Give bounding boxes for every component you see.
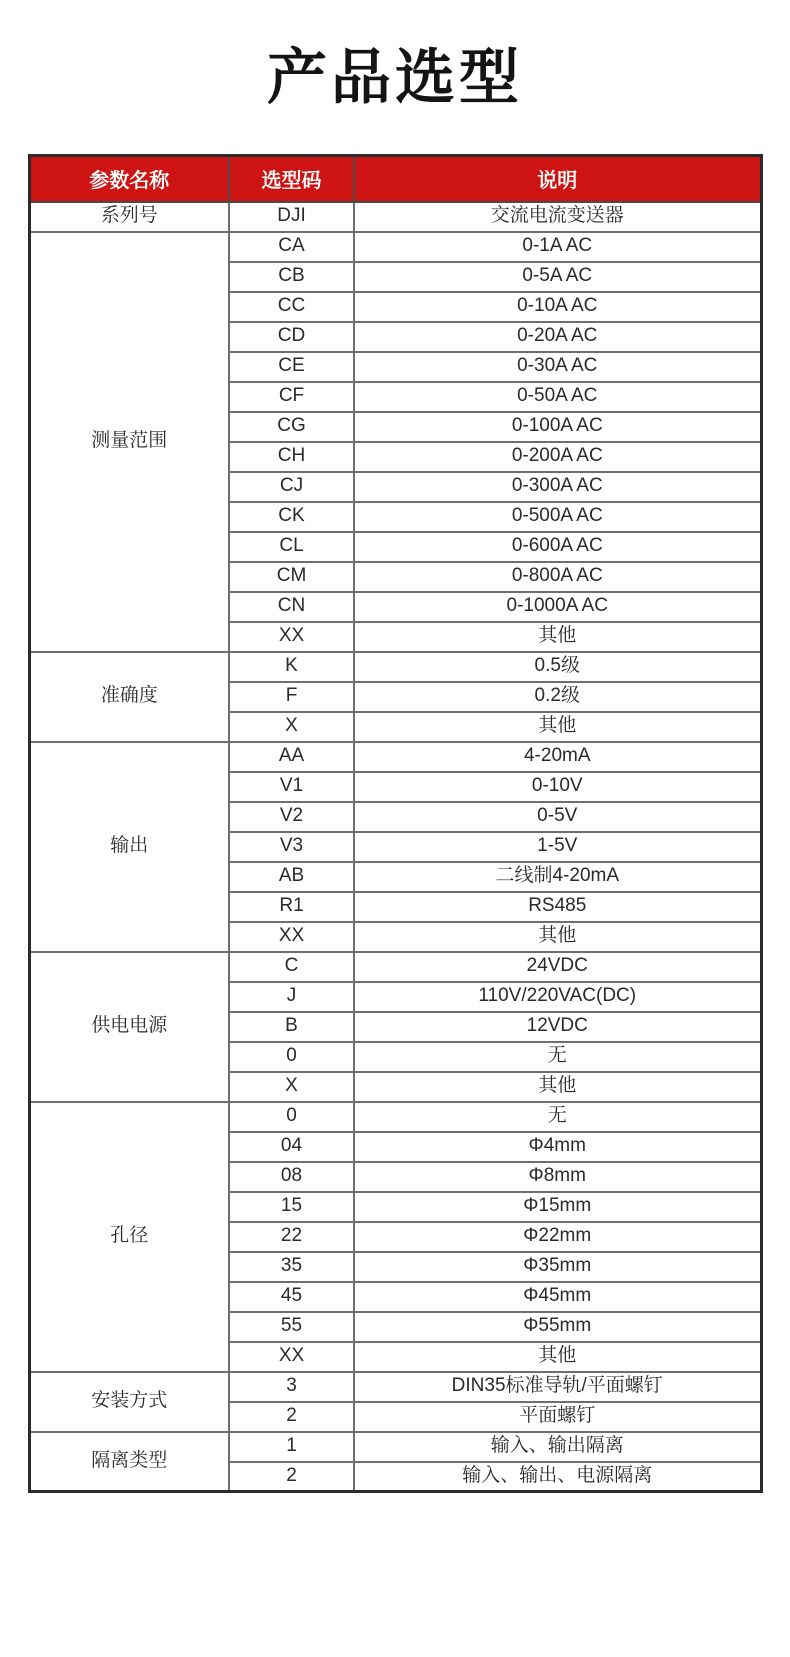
- selection-code-cell: CK: [229, 502, 354, 532]
- description-cell: RS485: [354, 892, 761, 922]
- description-cell: 输入、输出、电源隔离: [354, 1462, 761, 1492]
- selection-code-cell: V2: [229, 802, 354, 832]
- selection-code-cell: X: [229, 1072, 354, 1102]
- description-cell: 0.2级: [354, 682, 761, 712]
- selection-code-cell: 2: [229, 1462, 354, 1492]
- selection-code-cell: XX: [229, 922, 354, 952]
- header-parameter-name: 参数名称: [29, 156, 229, 202]
- selection-code-cell: CA: [229, 232, 354, 262]
- description-cell: 其他: [354, 622, 761, 652]
- description-cell: DIN35标准导轨/平面螺钉: [354, 1372, 761, 1402]
- selection-code-cell: F: [229, 682, 354, 712]
- selection-code-cell: 2: [229, 1402, 354, 1432]
- description-cell: 0-1A AC: [354, 232, 761, 262]
- selection-code-cell: 55: [229, 1312, 354, 1342]
- parameter-group-cell: 测量范围: [29, 232, 229, 652]
- description-cell: Φ55mm: [354, 1312, 761, 1342]
- description-cell: Φ35mm: [354, 1252, 761, 1282]
- table-row: [29, 952, 761, 982]
- parameter-group-cell: 隔离类型: [29, 1432, 229, 1492]
- description-cell: 0-600A AC: [354, 532, 761, 562]
- selection-code-cell: AA: [229, 742, 354, 772]
- description-cell: 0-800A AC: [354, 562, 761, 592]
- description-cell: 12VDC: [354, 1012, 761, 1042]
- description-cell: 其他: [354, 1072, 761, 1102]
- selection-code-cell: XX: [229, 622, 354, 652]
- parameter-group-cell: 准确度: [29, 652, 229, 742]
- header-description: 说明: [354, 156, 761, 202]
- selection-code-cell: 3: [229, 1372, 354, 1402]
- selection-code-cell: CD: [229, 322, 354, 352]
- selection-code-cell: CB: [229, 262, 354, 292]
- description-cell: 0-300A AC: [354, 472, 761, 502]
- table-row: [29, 1432, 761, 1462]
- selection-code-cell: J: [229, 982, 354, 1012]
- selection-code-cell: 0: [229, 1042, 354, 1072]
- table-row: [29, 232, 761, 262]
- selection-code-cell: CG: [229, 412, 354, 442]
- selection-code-cell: CL: [229, 532, 354, 562]
- description-cell: 0-30A AC: [354, 352, 761, 382]
- description-cell: 0-20A AC: [354, 322, 761, 352]
- description-cell: 4-20mA: [354, 742, 761, 772]
- description-cell: 平面螺钉: [354, 1402, 761, 1432]
- selection-code-cell: AB: [229, 862, 354, 892]
- selection-code-cell: CF: [229, 382, 354, 412]
- parameter-group-cell: 系列号: [29, 202, 229, 232]
- selection-code-cell: CN: [229, 592, 354, 622]
- parameter-group-cell: 孔径: [29, 1102, 229, 1372]
- selection-code-cell: CE: [229, 352, 354, 382]
- parameter-group-cell: 供电电源: [29, 952, 229, 1102]
- description-cell: 24VDC: [354, 952, 761, 982]
- description-cell: 1-5V: [354, 832, 761, 862]
- description-cell: 其他: [354, 1342, 761, 1372]
- description-cell: 0-200A AC: [354, 442, 761, 472]
- description-cell: 二线制4-20mA: [354, 862, 761, 892]
- table-row: [29, 1102, 761, 1132]
- selection-code-cell: V1: [229, 772, 354, 802]
- selection-code-cell: 45: [229, 1282, 354, 1312]
- selection-code-cell: 08: [229, 1162, 354, 1192]
- selection-code-cell: CM: [229, 562, 354, 592]
- table-body: [29, 202, 761, 1492]
- description-cell: 交流电流变送器: [354, 202, 761, 232]
- selection-code-cell: C: [229, 952, 354, 982]
- description-cell: Φ4mm: [354, 1132, 761, 1162]
- description-cell: 其他: [354, 922, 761, 952]
- selection-code-cell: 0: [229, 1102, 354, 1132]
- description-cell: 0-100A AC: [354, 412, 761, 442]
- description-cell: 0.5级: [354, 652, 761, 682]
- table-row: [29, 202, 761, 232]
- selection-code-cell: 1: [229, 1432, 354, 1462]
- description-cell: Φ8mm: [354, 1162, 761, 1192]
- description-cell: Φ22mm: [354, 1222, 761, 1252]
- selection-code-cell: B: [229, 1012, 354, 1042]
- table-row: [29, 1372, 761, 1402]
- page-title: 产品选型: [267, 44, 523, 111]
- product-selection-table: [28, 154, 763, 1493]
- description-cell: 其他: [354, 712, 761, 742]
- description-cell: 无: [354, 1102, 761, 1132]
- description-cell: 0-10V: [354, 772, 761, 802]
- description-cell: 0-5V: [354, 802, 761, 832]
- description-cell: 0-10A AC: [354, 292, 761, 322]
- description-cell: 无: [354, 1042, 761, 1072]
- table-row: [29, 652, 761, 682]
- selection-code-cell: R1: [229, 892, 354, 922]
- selection-code-cell: DJI: [229, 202, 354, 232]
- selection-code-cell: K: [229, 652, 354, 682]
- selection-code-cell: 22: [229, 1222, 354, 1252]
- selection-code-cell: CC: [229, 292, 354, 322]
- description-cell: 110V/220VAC(DC): [354, 982, 761, 1012]
- description-cell: Φ45mm: [354, 1282, 761, 1312]
- selection-code-cell: V3: [229, 832, 354, 862]
- selection-code-cell: CH: [229, 442, 354, 472]
- selection-code-cell: 15: [229, 1192, 354, 1222]
- description-cell: 0-1000A AC: [354, 592, 761, 622]
- header-selection-code: 选型码: [229, 156, 354, 202]
- selection-code-cell: XX: [229, 1342, 354, 1372]
- description-cell: Φ15mm: [354, 1192, 761, 1222]
- description-cell: 0-5A AC: [354, 262, 761, 292]
- selection-code-cell: 35: [229, 1252, 354, 1282]
- parameter-group-cell: 输出: [29, 742, 229, 952]
- selection-code-cell: CJ: [229, 472, 354, 502]
- table-header-row: [29, 156, 761, 202]
- description-cell: 输入、输出隔离: [354, 1432, 761, 1462]
- description-cell: 0-500A AC: [354, 502, 761, 532]
- selection-code-cell: 04: [229, 1132, 354, 1162]
- table-row: [29, 742, 761, 772]
- parameter-group-cell: 安装方式: [29, 1372, 229, 1432]
- description-cell: 0-50A AC: [354, 382, 761, 412]
- selection-code-cell: X: [229, 712, 354, 742]
